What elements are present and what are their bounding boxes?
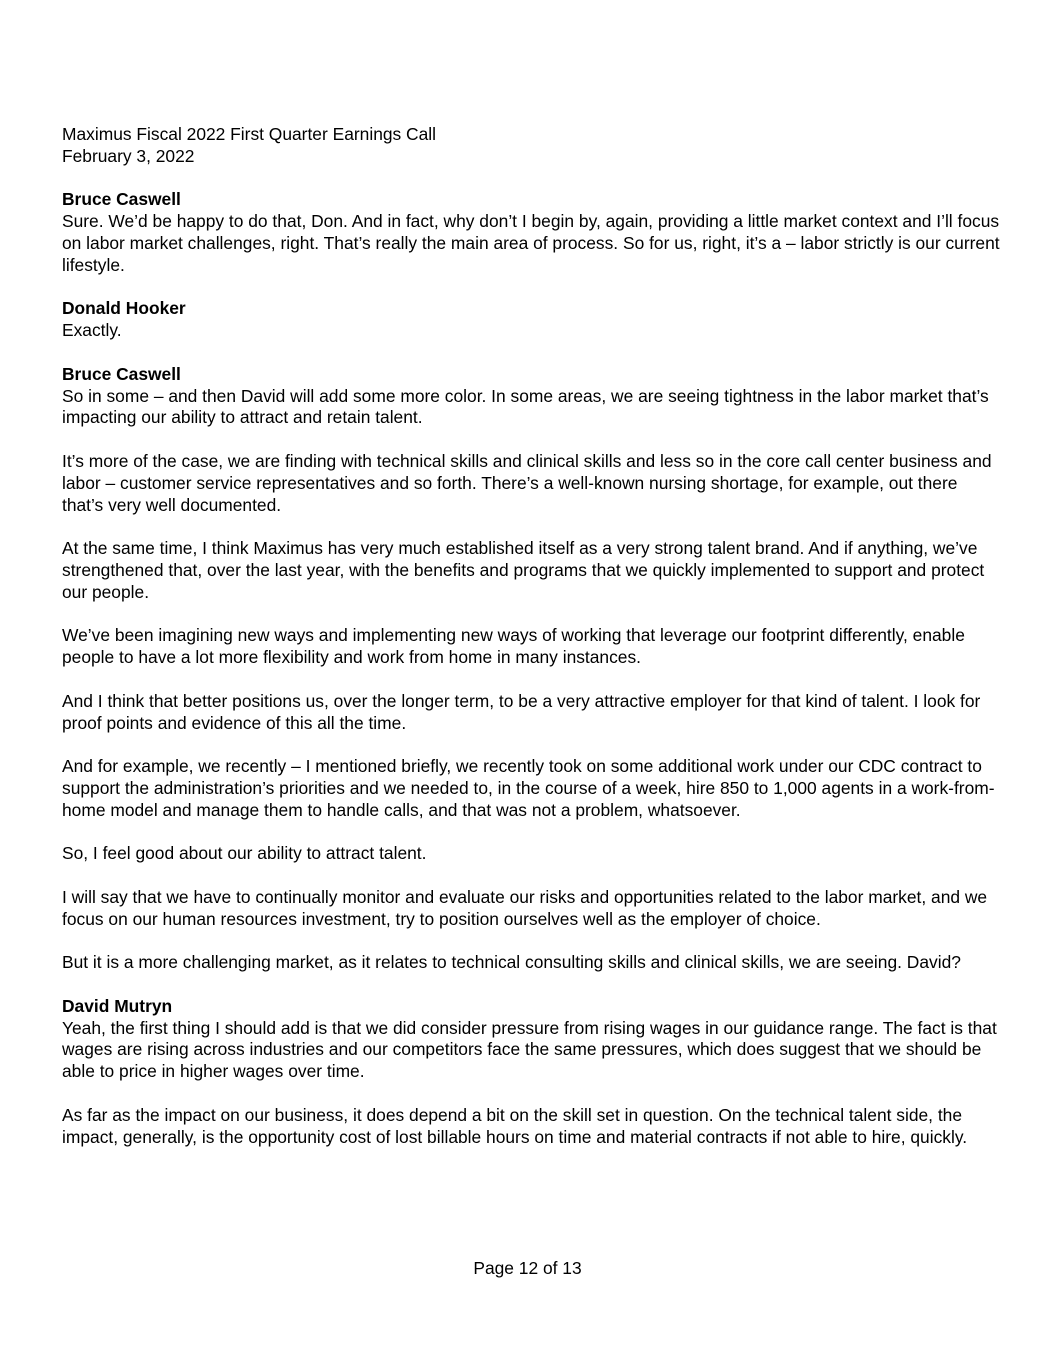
paragraph: And for example, we recently – I mentioned briefly, we recently took on some additional work under our CDC contract to support the administration’s priorities and we needed to, in the course of a week, hire 850 to 1,000 agents in a work-from-home model and manage them to handle calls, and that was not a problem, whatsoever. — [62, 756, 995, 820]
speaker-name: Bruce Caswell — [62, 363, 181, 384]
paragraph: As far as the impact on our business, it does depend a bit on the skill set in question. On the technical talent side, the impact, generally, is the opportunity cost of lost billable hours on time and material contracts if not able to hire, quickly. — [62, 1104, 968, 1147]
document-title: Maximus Fiscal 2022 First Quarter Earnings Call — [62, 124, 437, 144]
paragraph: But it is a more challenging market, as it relates to technical consulting skills and clinical skills, we are seeing. David? — [62, 952, 961, 973]
speaker-block — [62, 996, 1002, 1149]
speaker-name: David Mutryn — [62, 995, 173, 1016]
speaker-name: Bruce Caswell — [62, 189, 181, 210]
paragraph: I will say that we have to continually monitor and evaluate our risks and opportunities related to the labor market, and we focus on our human resources investment, try to position ourselves well as the employer of choice. — [62, 886, 988, 929]
paragraph: So in some – and then David will add some more color. In some areas, we are seeing tightness in the labor market that’s impacting our ability to attract and retain talent. — [62, 385, 989, 428]
speaker-block — [62, 189, 1002, 276]
transcript-page — [62, 124, 1002, 1148]
page-number: Page 12 of 13 — [473, 1258, 582, 1278]
paragraph: Yeah, the first thing I should add is that we did consider pressure from rising wages in our guidance range. The fact is that wages are rising across industries and our competitors face the same pressures, which does suggest that we should be able to price in higher wages over time. — [62, 1017, 997, 1082]
paragraph: So, I feel good about our ability to attract talent. — [62, 843, 427, 864]
paragraph: It’s more of the case, we are finding with technical skills and clinical skills and less so in the core call center business and labor – customer service representatives and so forth. There’s a well-known nursing shortage, for example, out there that’s very well documented. — [62, 450, 992, 515]
document-date: February 3, 2022 — [62, 145, 195, 166]
paragraph: We’ve been imagining new ways and implementing new ways of working that leverage our footprint differently, enable people to have a lot more flexibility and work from home in many instances. — [62, 625, 965, 668]
paragraph: Exactly. — [62, 320, 122, 341]
paragraph: At the same time, I think Maximus has very much established itself as a very strong talent brand. And if anything, we’ve strengthened that, over the last year, with the benefits and programs that we quickly implemented to support and protect our people. — [62, 538, 985, 602]
speaker-block — [62, 298, 1002, 342]
paragraph: Sure. We’d be happy to do that, Don. And in fact, why don’t I begin by, again, providing a little market context and I’ll focus on labor market challenges, right. That’s really the main area of process. So for us, right, it’s a – labor strictly is our current lifestyle. — [62, 211, 1000, 275]
speaker-block — [62, 364, 1002, 974]
paragraph: And I think that better positions us, over the longer term, to be a very attractive employer for that kind of talent. I look for proof points and evidence of this all the time. — [62, 690, 981, 733]
document-header — [62, 124, 1002, 168]
speaker-name: Donald Hooker — [62, 298, 186, 319]
